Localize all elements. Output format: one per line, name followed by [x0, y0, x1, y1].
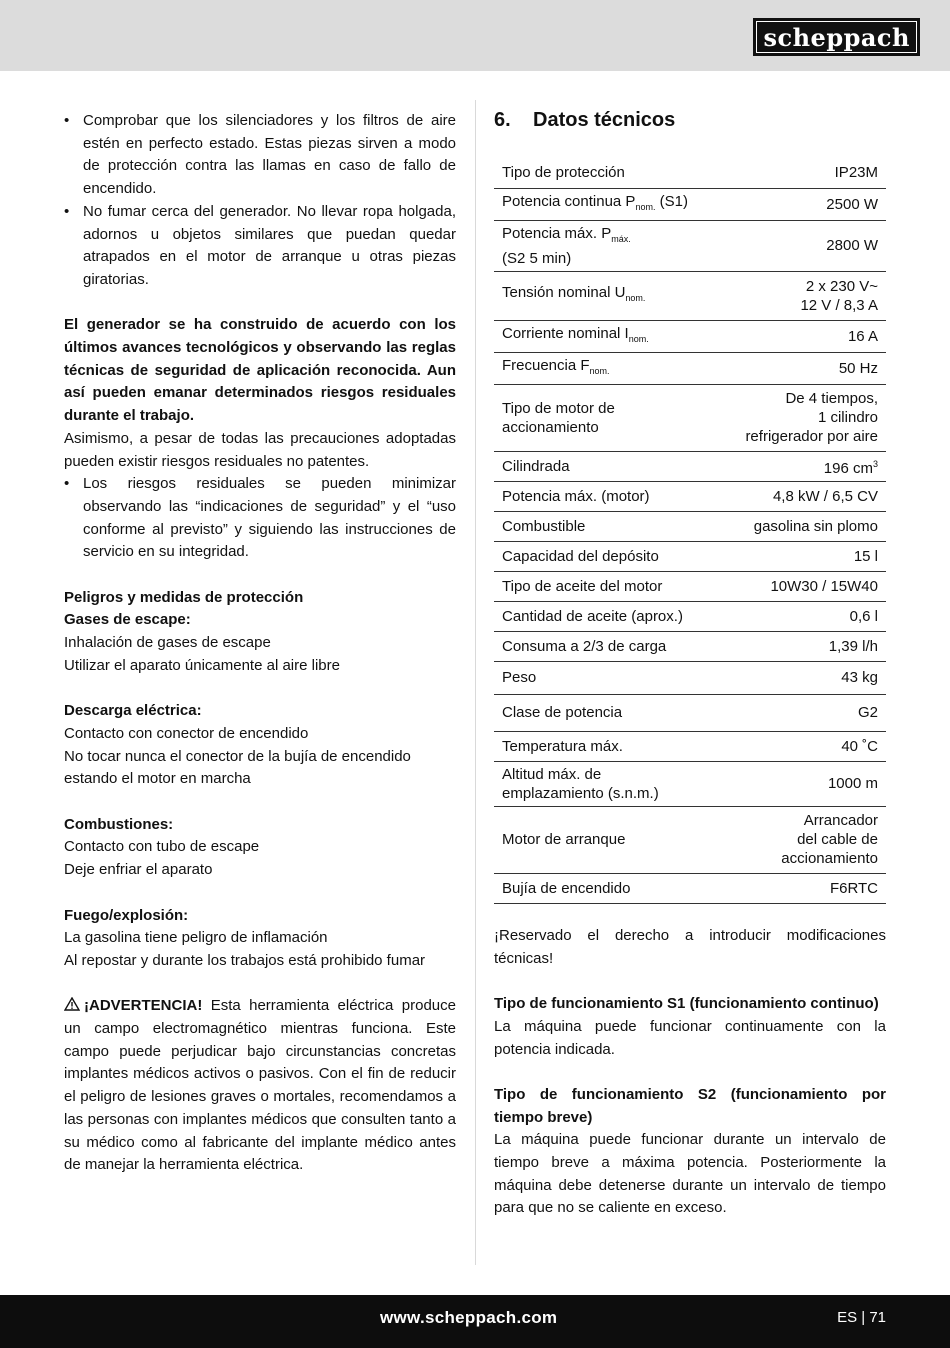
- spec-row: [494, 661, 886, 694]
- section-title: [494, 104, 886, 136]
- spec-row: [494, 188, 886, 220]
- spec-value: [720, 271, 886, 320]
- spec-label: [494, 188, 720, 220]
- spec-value-text: F6RTC: [829, 879, 878, 897]
- spec-row: [494, 873, 886, 903]
- residual-risk-bold-paragraph: El generador se ha construido de acuerdo con los últimos avances tecnológicos y observando las reglas técnicas de seguridad de aplicación reconocida. Aun así pueden emanar determinados riesgos residuales durante el trabajo.: [64, 316, 456, 425]
- spec-label-text: Tensión nominal U: [502, 284, 626, 301]
- spec-label: [494, 661, 720, 694]
- spec-value: [720, 511, 886, 541]
- spec-row: [494, 352, 886, 384]
- brand-logo: scheppach: [753, 18, 920, 56]
- spec-value-line2: del cable de: [797, 831, 878, 848]
- spec-value-text: 4,8 kW / 6,5 CV: [772, 487, 878, 505]
- spec-label-text: Bujía de encendido: [502, 879, 631, 897]
- spec-label-text: Tipo de aceite del motor: [502, 577, 663, 595]
- residual-risk-paragraph: Asimismo, a pesar de todas las precauciones adoptadas pueden existir riesgos residuales no patentes.: [64, 429, 456, 470]
- spec-label-text: Cantidad de aceite (aprox.): [502, 607, 683, 625]
- spec-row: [494, 271, 886, 320]
- spec-label-text: Frecuencia F: [502, 356, 590, 374]
- spec-label-text: Capacidad del depósito: [502, 547, 659, 565]
- spec-row: [494, 806, 886, 873]
- spec-value-text: gasolina sin plomo: [753, 517, 878, 535]
- spec-row: [494, 541, 886, 571]
- bullet-item: • Los riesgos residuales se pueden minimizar observando las “indicaciones de seguridad” y el “uso conforme al previsto” y siguiendo las instrucciones de servicio en su integridad.: [64, 473, 456, 564]
- spec-value-line3: accionamiento: [781, 850, 878, 867]
- spec-label: [494, 481, 720, 511]
- spec-label: [494, 271, 720, 320]
- spec-value-line3: refrigerador por aire: [745, 428, 878, 445]
- spec-row: [494, 761, 886, 806]
- s1-heading: Tipo de funcionamiento S1 (funcionamiento continuo): [494, 995, 879, 1013]
- spec-label: [494, 384, 720, 451]
- spec-label: [494, 806, 720, 873]
- spec-value-line2: 1 cilindro: [817, 409, 878, 426]
- reserved-note: ¡Reservado el derecho a introducir modificaciones técnicas!: [494, 927, 886, 967]
- spec-value-superscript: 3: [872, 458, 878, 469]
- spec-label-text: Potencia máx. (motor): [502, 487, 650, 505]
- spec-value-text: 2500 W: [826, 195, 878, 213]
- spec-label-subscript: nom.: [628, 333, 649, 344]
- spec-value-text: 10W30 / 15W40: [770, 577, 878, 595]
- spec-label: [494, 761, 720, 806]
- spec-label-text: Corriente nominal I: [502, 324, 629, 342]
- spec-label: [494, 158, 720, 188]
- spec-label-line2: accionamiento: [502, 418, 599, 436]
- spec-label-subscript: máx.: [611, 233, 631, 244]
- spec-label-subscript: nom.: [635, 201, 656, 212]
- spec-row: [494, 384, 886, 451]
- spec-label: [494, 631, 720, 661]
- column-divider: [475, 100, 476, 1265]
- language-code: ES: [837, 1309, 858, 1326]
- spec-value: [720, 571, 886, 601]
- spec-label-text: Consuma a 2/3 de carga: [502, 637, 667, 655]
- spec-value-text: IP23M: [834, 164, 878, 182]
- spec-value-text: 43 kg: [841, 669, 878, 686]
- spec-value: [720, 731, 886, 761]
- spec-value: [720, 541, 886, 571]
- spec-value-text: 0,6 l: [849, 607, 878, 625]
- warning-triangle-icon: [64, 997, 80, 1011]
- spec-row: [494, 601, 886, 631]
- fire-line: Al repostar y durante los trabajos está prohibido fumar: [64, 951, 426, 969]
- burns-line: Contacto con tubo de escape: [64, 838, 260, 856]
- spec-row: [494, 481, 886, 511]
- section-title-text: Datos técnicos: [533, 109, 676, 131]
- spec-label: [494, 731, 720, 761]
- spec-row: [494, 320, 886, 352]
- spec-label-suffix: (S1): [655, 192, 688, 210]
- spec-label-text: Potencia máx. P: [502, 224, 612, 242]
- spec-label-text: Combustible: [502, 517, 586, 535]
- spec-label: [494, 601, 720, 631]
- fire-line: La gasolina tiene peligro de inflamación: [64, 929, 328, 947]
- spec-value: [720, 761, 886, 806]
- spec-label-text: Potencia continua P: [502, 192, 636, 210]
- electric-heading: Descarga eléctrica:: [64, 702, 202, 720]
- spec-value-text: Arrancador: [803, 812, 878, 829]
- spec-label-text: Tipo de protección: [502, 164, 625, 182]
- spec-label-text: Clase de potencia: [502, 704, 623, 721]
- burns-heading: Combustiones:: [64, 815, 174, 833]
- spec-value-text: 2 x 230 V~: [805, 277, 878, 295]
- bullet-item: • No fumar cerca del generador. No llevar ropa holgada, adornos u objetos similares que puedan quedar atrapados en el motor de arranque u otras piezas giratorias.: [64, 201, 456, 292]
- spec-value: [720, 320, 886, 352]
- spec-value: [720, 631, 886, 661]
- spec-label-text: Motor de arranque: [502, 831, 626, 848]
- spec-row: [494, 631, 886, 661]
- spec-value: [720, 352, 886, 384]
- spec-label-subscript: nom.: [589, 365, 610, 376]
- spec-row: [494, 220, 886, 271]
- spec-value: [720, 384, 886, 451]
- spec-label: [494, 320, 720, 352]
- technical-data-table: [494, 158, 886, 904]
- spec-value-text: 1000 m: [827, 775, 878, 792]
- spec-label-text: Temperatura máx.: [502, 737, 623, 755]
- exhaust-line: Inhalación de gases de escape: [64, 634, 271, 652]
- spec-value-text: G2: [857, 704, 878, 721]
- spec-label: [494, 511, 720, 541]
- spec-value-text: De 4 tiempos,: [785, 390, 878, 407]
- spec-label: [494, 451, 720, 481]
- spec-value-text: 16 A: [847, 327, 878, 345]
- warning-text: Esta herramienta eléctrica produce un campo electromagnético mientras funciona. Este campo puede perjudicar bajo circunstancias concretas implantes médicos activos o pasivos. Con el fin de reducir el peligro de lesiones graves o mortales, recomendamos a las personas con implantes médicos que consulten tanto a su médico como al fabricante del implante médico antes de manejar la herramienta eléctrica.: [64, 997, 456, 1174]
- spec-row: [494, 731, 886, 761]
- page-number: 71: [869, 1309, 886, 1326]
- spec-value-text: 15 l: [853, 547, 878, 565]
- spec-row: [494, 158, 886, 188]
- exhaust-line: Utilizar el aparato únicamente al aire libre: [64, 656, 340, 674]
- spec-value-line2: 12 V / 8,3 A: [800, 296, 878, 314]
- spec-value: [720, 873, 886, 903]
- spec-row: [494, 571, 886, 601]
- electric-line: No tocar nunca el conector de la bujía de encendido estando el motor en marcha: [64, 747, 411, 788]
- dangers-heading: Peligros y medidas de protección: [64, 588, 304, 606]
- burns-line: Deje enfriar el aparato: [64, 861, 213, 879]
- spec-value-text: 1,39 l/h: [828, 637, 878, 655]
- spec-value: [720, 481, 886, 511]
- spec-value: [720, 220, 886, 271]
- spec-label-subscript: nom.: [625, 293, 646, 303]
- left-column: [64, 110, 456, 1177]
- spec-label-text: Peso: [502, 669, 537, 686]
- fire-heading: Fuego/explosión:: [64, 906, 189, 924]
- spec-value-text: 196 cm: [823, 459, 873, 477]
- header-bar: [0, 0, 950, 71]
- spec-label-text: Altitud máx. de: [502, 765, 602, 783]
- spec-value: [720, 661, 886, 694]
- right-column-text: [494, 925, 886, 1220]
- s2-text: La máquina puede funcionar durante un intervalo de tiempo breve a máxima potencia. Posteriormente la máquina debe detenerse durante un intervalo de tiempo para que no se caliente en exceso.: [494, 1131, 886, 1217]
- exhaust-heading: Gases de escape:: [64, 611, 191, 629]
- spec-value: [720, 694, 886, 731]
- spec-value: [720, 188, 886, 220]
- spec-label: [494, 694, 720, 731]
- spec-label: [494, 541, 720, 571]
- spec-value: [720, 601, 886, 631]
- spec-row: [494, 694, 886, 731]
- warning-paragraph: [64, 995, 456, 1177]
- right-column-header: [494, 104, 886, 136]
- spec-label-text: Tipo de motor de: [502, 399, 615, 417]
- spec-value-text: 2800 W: [826, 237, 878, 254]
- spec-row: [494, 451, 886, 481]
- spec-value: [720, 806, 886, 873]
- spec-label: [494, 220, 720, 271]
- electric-line: Contacto con conector de encendido: [64, 724, 309, 742]
- footer-bar: [0, 1295, 950, 1348]
- bullet-item: • Comprobar que los silenciadores y los filtros de aire estén en perfecto estado. Estas piezas sirven a modo de protección contra las llamas en caso de fallo de encendido.: [64, 110, 456, 201]
- spec-label: [494, 352, 720, 384]
- spec-value: [720, 451, 886, 481]
- section-number: 6.: [494, 109, 511, 131]
- spec-label-line2: (S2 5 min): [502, 249, 572, 267]
- page-indicator: ES | 71: [837, 1309, 886, 1326]
- spec-value-text: 50 Hz: [838, 359, 878, 377]
- s1-text: La máquina puede funcionar continuamente con la potencia indicada.: [494, 1017, 886, 1058]
- s2-heading: Tipo de funcionamiento S2 (funcionamiento por tiempo breve): [494, 1085, 886, 1126]
- spec-value: [720, 158, 886, 188]
- spec-label: [494, 873, 720, 903]
- footer-website-link[interactable]: www.scheppach.com: [380, 1308, 558, 1327]
- warning-label: ¡ADVERTENCIA!: [84, 997, 203, 1015]
- spec-label-line2: emplazamiento (s.n.m.): [502, 784, 659, 802]
- spec-row: [494, 511, 886, 541]
- spec-label: [494, 571, 720, 601]
- spec-value-text: 40 ˚C: [841, 737, 878, 755]
- spec-label-text: Cilindrada: [502, 457, 570, 475]
